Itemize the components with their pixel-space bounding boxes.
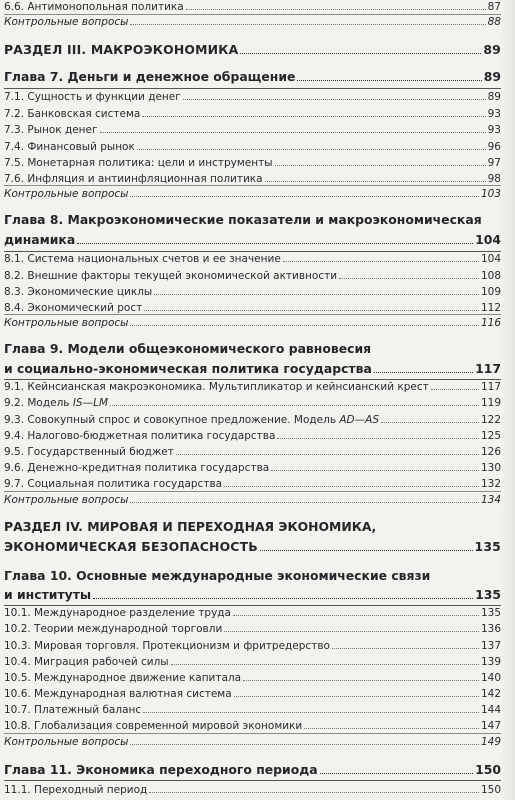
dot-leader: [183, 99, 486, 100]
toc-questions: [4, 16, 501, 28]
toc-chapter: [4, 69, 501, 84]
toc-entry-title: 10.6. Международная валютная система: [4, 688, 232, 700]
toc-entry-page: 140: [480, 672, 501, 684]
dot-leader: [304, 728, 479, 729]
toc-entry: [4, 640, 501, 652]
toc-entry-title: 7.2. Банковская система: [4, 108, 141, 120]
toc-entry: [4, 173, 501, 185]
toc-section-title-line1: РАЗДЕЛ IV. МИРОВАЯ И ПЕРЕХОДНАЯ ЭКОНОМИКА,: [4, 519, 377, 534]
toc-entry: [4, 270, 501, 282]
divider: [4, 780, 501, 781]
toc-section-page: 89: [483, 42, 501, 57]
toc-entry-page: 108: [480, 270, 501, 282]
toc-entry-title: 9.1. Кейнсианская макроэкономика. Мультипликатор и кейнсианский крест: [4, 381, 429, 393]
toc-entry-title: 10.7. Платежный баланс: [4, 704, 142, 716]
toc-entry-title: 8.3. Экономические циклы: [4, 286, 153, 298]
toc-entry: [4, 430, 501, 442]
toc-entry-page: 136: [480, 623, 501, 635]
toc-entry: [4, 462, 501, 474]
dot-leader: [171, 664, 479, 665]
dot-leader: [130, 502, 479, 503]
dot-leader: [130, 24, 485, 25]
toc-entry: [4, 1, 501, 13]
toc-chapter-title: динамика: [4, 232, 76, 247]
page-edge: [501, 0, 515, 800]
toc-chapter-page: 135: [475, 587, 501, 602]
toc-entry: [4, 381, 501, 393]
toc-entry-title: 6.6. Антимонопольная политика: [4, 1, 184, 13]
toc-entry-title: 7.5. Монетарная политика: цели и инструменты: [4, 157, 273, 169]
toc-chapter: [4, 587, 501, 602]
toc-entry-page: 149: [480, 736, 501, 748]
toc-chapter-title: и социально-экономическая политика государства: [4, 361, 372, 376]
toc-entry-title-text: 9.2. Модель: [4, 397, 73, 409]
toc-entry: [4, 302, 501, 314]
toc-entry: [4, 720, 501, 732]
toc-entry: [4, 704, 501, 716]
toc-entry: [4, 286, 501, 298]
dot-leader: [339, 278, 479, 279]
toc-entry: [4, 607, 501, 619]
toc-entry: [4, 141, 501, 153]
divider: [4, 185, 501, 186]
toc-entry: [4, 672, 501, 684]
toc-entry-title: 10.2. Теории международной торговли: [4, 623, 223, 635]
toc-entry-page: 88: [487, 16, 501, 28]
toc-entry-title: 7.3. Рынок денег: [4, 124, 98, 136]
toc-entry-title-text: 9.3. Совокупный спрос и совокупное предложение. Модель: [4, 414, 340, 426]
toc-entry-page: 93: [487, 124, 501, 136]
divider: [4, 314, 501, 315]
toc-entry: [4, 688, 501, 700]
toc-entry-title: 7.6. Инфляция и антиинфляционная политика: [4, 173, 263, 185]
dot-leader: [243, 680, 479, 681]
toc-entry-page: 142: [480, 688, 501, 700]
toc-chapter-page: 117: [475, 361, 501, 376]
dot-leader: [381, 422, 479, 423]
toc-entry-page: 117: [480, 381, 501, 393]
dot-leader: [320, 773, 474, 774]
toc-chapter-title-line1: Глава 10. Основные международные экономические связи: [4, 568, 431, 583]
toc-entry-title-model: IS—LM: [72, 397, 108, 409]
toc-chapter: [4, 361, 501, 376]
toc-entry-title-model: AD—AS: [339, 414, 379, 426]
toc-chapter-page: 150: [475, 762, 501, 777]
toc-entry-title: 11.1. Переходный период: [4, 784, 148, 796]
toc-questions: [4, 736, 501, 748]
toc-section: [4, 42, 501, 57]
divider: [4, 733, 501, 734]
toc-entry-page: 132: [480, 478, 501, 490]
toc-entry-title: 10.4. Миграция рабочей силы: [4, 656, 169, 668]
dot-leader: [110, 405, 479, 406]
dot-leader: [277, 438, 479, 439]
toc-entry: [4, 397, 501, 409]
dot-leader: [176, 454, 479, 455]
dot-leader: [233, 615, 479, 616]
dot-leader: [100, 132, 486, 133]
dot-leader: [265, 181, 486, 182]
toc-entry-page: 87: [487, 1, 501, 13]
toc-section-title: ЭКОНОМИЧЕСКАЯ БЕЗОПАСНОСТЬ: [4, 539, 258, 554]
toc-entry-page: 147: [480, 720, 501, 732]
toc-chapter-page: 89: [483, 69, 501, 84]
toc-entry-title: 10.5. Международное движение капитала: [4, 672, 242, 684]
toc-entry-title: Контрольные вопросы: [4, 317, 129, 329]
dot-leader: [275, 165, 486, 166]
dot-leader: [374, 372, 473, 373]
dot-leader: [224, 631, 479, 632]
toc-entry-title: 9.7. Социальная политика государства: [4, 478, 223, 490]
toc-entry-page: 93: [487, 108, 501, 120]
toc-entry-title: 7.1. Сущность и функции денег: [4, 91, 181, 103]
toc-entry-page: 112: [480, 302, 501, 314]
dot-leader: [144, 310, 479, 311]
toc-entry-page: 96: [487, 141, 501, 153]
toc-entry: [4, 253, 501, 265]
toc-entry-page: 130: [480, 462, 501, 474]
toc-entry: [4, 157, 501, 169]
toc-entry-title: Контрольные вопросы: [4, 16, 129, 28]
toc-entry-page: 139: [480, 656, 501, 668]
divider: [4, 88, 501, 89]
toc-entry-title: 8.1. Система национальных счетов и ее значение: [4, 253, 281, 265]
dot-leader: [271, 470, 479, 471]
toc-chapter: [4, 232, 501, 247]
toc-chapter-title: Глава 7. Деньги и денежное обращение: [4, 69, 296, 84]
toc-entry: [4, 124, 501, 136]
dot-leader: [224, 486, 479, 487]
toc-entry-title: 10.8. Глобализация современной мировой экономики: [4, 720, 303, 732]
toc-entry-title: 10.1. Международное разделение труда: [4, 607, 231, 619]
toc-entry-title: 9.6. Денежно-кредитная политика государства: [4, 462, 270, 474]
toc-entry: [4, 623, 501, 635]
toc-entry: [4, 91, 501, 103]
toc-entry-title: Контрольные вопросы: [4, 188, 129, 200]
toc-chapter-page: 104: [475, 232, 501, 247]
toc-entry-page: 116: [480, 317, 501, 329]
toc-entry-title: Контрольные вопросы: [4, 494, 129, 506]
toc-entry-page: 109: [480, 286, 501, 298]
toc-entry-title: 9.4. Налогово-бюджетная политика государства: [4, 430, 276, 442]
toc-entry-page: 125: [480, 430, 501, 442]
dot-leader: [260, 550, 473, 551]
toc-chapter-title: и институты: [4, 587, 92, 602]
toc-entry: [4, 446, 501, 458]
dot-leader: [142, 116, 485, 117]
toc-questions: [4, 188, 501, 200]
toc-entry-page: 126: [480, 446, 501, 458]
toc-entry: [4, 656, 501, 668]
toc-chapter-title: Глава 11. Экономика переходного периода: [4, 762, 318, 777]
toc-entry-page: 119: [480, 397, 501, 409]
dot-leader: [332, 648, 479, 649]
toc-section-page: 135: [474, 539, 501, 554]
toc-entry-page: 137: [480, 640, 501, 652]
toc-entry-title: Контрольные вопросы: [4, 736, 129, 748]
divider: [4, 14, 501, 15]
toc-entry-page: 97: [487, 157, 501, 169]
dot-leader: [186, 9, 486, 10]
dot-leader: [137, 149, 486, 150]
toc-entry-page: 89: [487, 91, 501, 103]
toc-entry-page: 98: [487, 173, 501, 185]
toc-entry-title: [4, 397, 108, 409]
dot-leader: [130, 325, 479, 326]
toc-questions: [4, 494, 501, 506]
dot-leader: [154, 294, 479, 295]
toc-questions: [4, 317, 501, 329]
toc-section-title: РАЗДЕЛ III. МАКРОЭКОНОМИКА: [4, 42, 239, 57]
toc-entry: [4, 414, 501, 426]
toc-entry: [4, 784, 501, 796]
toc-entry: [4, 478, 501, 490]
toc-section: [4, 539, 501, 554]
toc-entry-title: 8.2. Внешние факторы текущей экономической активности: [4, 270, 338, 282]
dot-leader: [93, 598, 473, 599]
dot-leader: [143, 712, 479, 713]
toc-entry-page: 134: [480, 494, 501, 506]
toc-entry-title: 9.5. Государственный бюджет: [4, 446, 174, 458]
dot-leader: [234, 696, 479, 697]
toc-entry-title: 8.4. Экономический рост: [4, 302, 143, 314]
toc-entry-page: 104: [480, 253, 501, 265]
toc-entry: [4, 108, 501, 120]
toc-entry-title: 7.4. Финансовый рынок: [4, 141, 135, 153]
dot-leader: [130, 744, 479, 745]
dot-leader: [77, 243, 473, 244]
toc-entry-page: 144: [480, 704, 501, 716]
dot-leader: [149, 792, 479, 793]
dot-leader: [283, 261, 479, 262]
divider: [4, 491, 501, 492]
toc-chapter-title-line1: Глава 8. Макроэкономические показатели и макроэкономическая: [4, 212, 482, 227]
toc-entry-page: 135: [480, 607, 501, 619]
toc-chapter: [4, 762, 501, 777]
toc-entry-page: 103: [480, 188, 501, 200]
toc-chapter-title-line1: Глава 9. Модели общеэкономического равновесия: [4, 341, 372, 356]
toc-entry-title: [4, 414, 379, 426]
toc-entry-title: 10.3. Мировая торговля. Протекционизм и фритредерство: [4, 640, 330, 652]
toc-entry-page: 150: [480, 784, 501, 796]
dot-leader: [431, 389, 479, 390]
toc-entry-page: 122: [480, 414, 501, 426]
dot-leader: [130, 196, 479, 197]
dot-leader: [297, 80, 481, 81]
dot-leader: [240, 53, 481, 54]
